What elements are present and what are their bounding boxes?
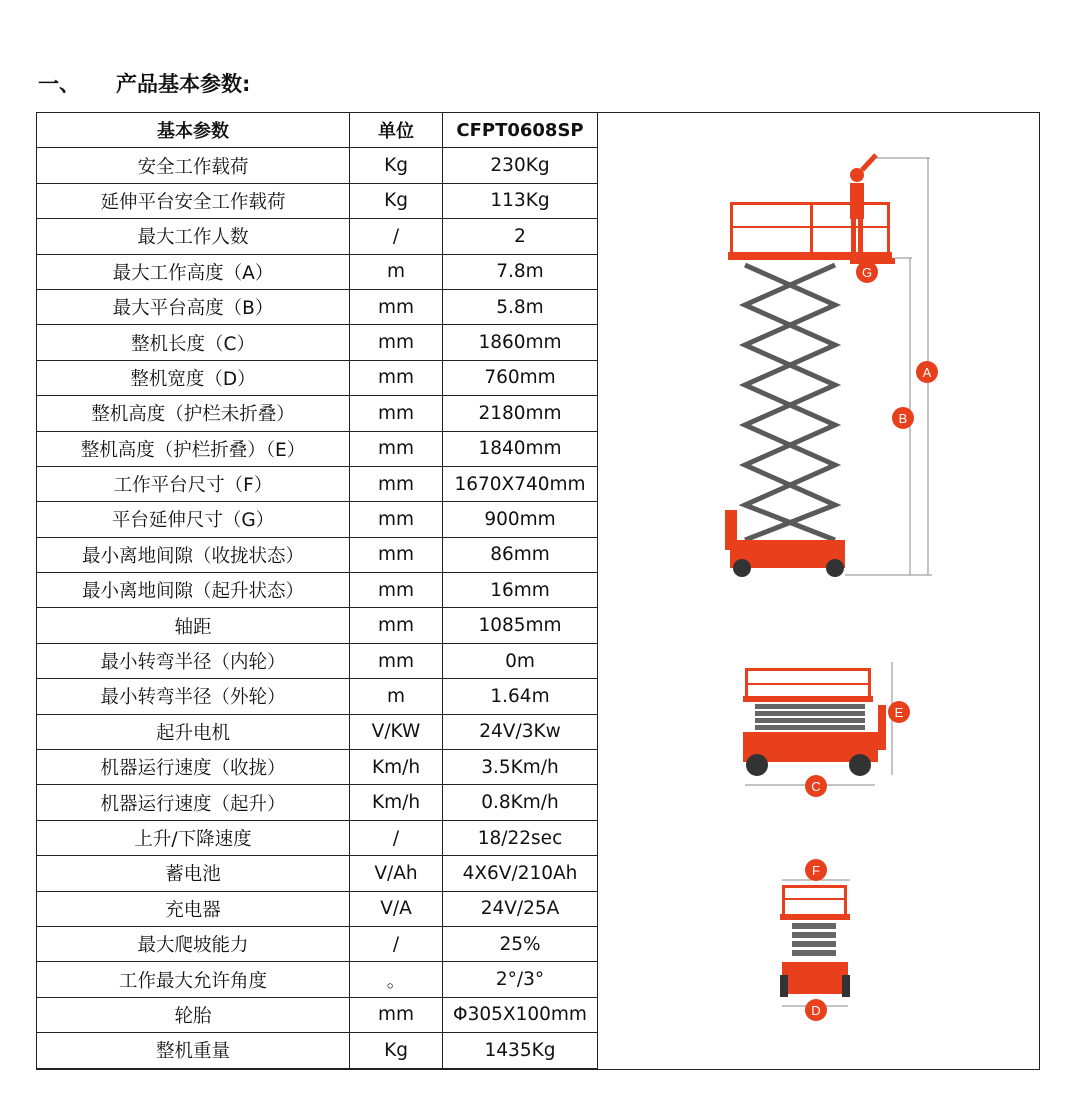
header-parameter: 基本参数	[37, 113, 350, 148]
table-row	[37, 856, 598, 891]
header-unit: 单位	[350, 113, 443, 148]
cell-unit: Km/h	[350, 785, 443, 820]
table-row	[37, 431, 598, 466]
scissor-lift-diagram	[700, 140, 1000, 1040]
cell-unit: mm	[350, 643, 443, 678]
cell-parameter: 整机长度（C）	[37, 325, 350, 360]
cell-unit: V/KW	[350, 714, 443, 749]
spec-table	[36, 112, 598, 1069]
table-row	[37, 537, 598, 572]
cell-parameter: 整机重量	[37, 1033, 350, 1068]
cell-parameter: 轮胎	[37, 997, 350, 1032]
cell-value: 0m	[443, 643, 598, 678]
table-row	[37, 289, 598, 324]
cell-unit: 。	[350, 962, 443, 997]
cell-parameter: 整机高度（护栏未折叠）	[37, 396, 350, 431]
scissor-arms	[745, 265, 835, 540]
table-row	[37, 1033, 598, 1068]
cell-value: 760mm	[443, 360, 598, 395]
table-row	[37, 183, 598, 218]
section-heading	[38, 68, 250, 98]
cell-unit: /	[350, 219, 443, 254]
table-row	[37, 254, 598, 289]
lift-front-view	[780, 859, 850, 1021]
cell-unit: V/A	[350, 891, 443, 926]
cell-parameter: 最小离地间隙（收拢状态）	[37, 537, 350, 572]
table-row	[37, 148, 598, 183]
cell-parameter: 整机高度（护栏折叠）（E）	[37, 431, 350, 466]
cell-parameter: 安全工作载荷	[37, 148, 350, 183]
cell-parameter: 延伸平台安全工作载荷	[37, 183, 350, 218]
cell-unit: Km/h	[350, 750, 443, 785]
cell-unit: V/Ah	[350, 856, 443, 891]
cell-unit: mm	[350, 431, 443, 466]
cell-parameter: 最小转弯半径（外轮）	[37, 679, 350, 714]
cell-unit: mm	[350, 396, 443, 431]
stowed-scissor-pack	[755, 704, 865, 730]
cell-value: 3.5Km/h	[443, 750, 598, 785]
cell-parameter: 工作平台尺寸（F）	[37, 466, 350, 501]
cell-value: 24V/25A	[443, 891, 598, 926]
cell-unit: mm	[350, 537, 443, 572]
cell-value: 7.8m	[443, 254, 598, 289]
cell-parameter: 最大工作高度（A）	[37, 254, 350, 289]
table-row	[37, 962, 598, 997]
cell-unit: Kg	[350, 183, 443, 218]
cell-parameter: 整机宽度（D）	[37, 360, 350, 395]
marker-e-label: E	[894, 705, 904, 720]
table-row	[37, 573, 598, 608]
cell-value: 2180mm	[443, 396, 598, 431]
cell-value: 1435Kg	[443, 1033, 598, 1068]
cell-value: 25%	[443, 926, 598, 961]
cell-parameter: 轴距	[37, 608, 350, 643]
worker-body	[850, 183, 864, 219]
header-model: CFPT0608SP	[443, 113, 598, 148]
cell-value: 1860mm	[443, 325, 598, 360]
worker-head-icon	[850, 168, 864, 182]
wheel-icon	[780, 975, 788, 997]
cell-value: 230Kg	[443, 148, 598, 183]
table-row	[37, 360, 598, 395]
wheel-icon	[849, 754, 871, 776]
cell-unit: Kg	[350, 1033, 443, 1068]
cell-value: 1.64m	[443, 679, 598, 714]
table-row	[37, 714, 598, 749]
cell-value: 4X6V/210Ah	[443, 856, 598, 891]
cell-value: 18/22sec	[443, 820, 598, 855]
table-row	[37, 997, 598, 1032]
worker-arm	[862, 155, 876, 170]
cell-unit: m	[350, 254, 443, 289]
stowed-lift-side-view	[743, 662, 910, 797]
cell-unit: mm	[350, 325, 443, 360]
raised-lift-side-view	[725, 155, 938, 577]
cell-value: 86mm	[443, 537, 598, 572]
table-row	[37, 679, 598, 714]
cell-value: 5.8m	[443, 289, 598, 324]
table-row	[37, 466, 598, 501]
wheel-icon	[842, 975, 850, 997]
cell-unit: mm	[350, 360, 443, 395]
cell-parameter: 最大爬坡能力	[37, 926, 350, 961]
cell-parameter: 最小离地间隙（起升状态）	[37, 573, 350, 608]
marker-f-label: F	[812, 863, 820, 878]
cell-value: 1085mm	[443, 608, 598, 643]
table-row	[37, 750, 598, 785]
cell-value: 2°/3°	[443, 962, 598, 997]
cell-parameter: 蓄电池	[37, 856, 350, 891]
cell-value: 900mm	[443, 502, 598, 537]
cell-parameter: 平台延伸尺寸（G）	[37, 502, 350, 537]
table-row	[37, 608, 598, 643]
front-scissor-pack	[792, 923, 836, 956]
cell-parameter: 充电器	[37, 891, 350, 926]
cell-unit: Kg	[350, 148, 443, 183]
cell-value: 1670X740mm	[443, 466, 598, 501]
cell-unit: mm	[350, 573, 443, 608]
wheel-icon	[733, 559, 751, 577]
marker-a-label: A	[922, 365, 932, 380]
cell-unit: mm	[350, 997, 443, 1032]
marker-b-label: B	[898, 411, 908, 426]
cell-value: 113Kg	[443, 183, 598, 218]
wheel-icon	[746, 754, 768, 776]
cell-unit: /	[350, 926, 443, 961]
table-row	[37, 396, 598, 431]
cell-parameter: 上升/下降速度	[37, 820, 350, 855]
cell-parameter: 最大平台高度（B）	[37, 289, 350, 324]
cell-value: 24V/3Kw	[443, 714, 598, 749]
wheel-icon	[826, 559, 844, 577]
cell-parameter: 起升电机	[37, 714, 350, 749]
cell-unit: /	[350, 820, 443, 855]
cell-value: 16mm	[443, 573, 598, 608]
cell-parameter: 工作最大允许角度	[37, 962, 350, 997]
table-row	[37, 785, 598, 820]
cell-parameter: 最大工作人数	[37, 219, 350, 254]
marker-c-label: C	[811, 779, 821, 794]
table-row	[37, 643, 598, 678]
table-row	[37, 325, 598, 360]
table-row	[37, 502, 598, 537]
table-row	[37, 926, 598, 961]
marker-d-label: D	[811, 1003, 821, 1018]
cell-unit: mm	[350, 289, 443, 324]
table-header-row	[37, 113, 598, 148]
table-row	[37, 820, 598, 855]
cell-value: 0.8Km/h	[443, 785, 598, 820]
cell-value: 1840mm	[443, 431, 598, 466]
cell-unit: m	[350, 679, 443, 714]
table-row	[37, 219, 598, 254]
table-row	[37, 891, 598, 926]
marker-g-label: G	[861, 265, 873, 280]
cell-unit: mm	[350, 466, 443, 501]
cell-unit: mm	[350, 502, 443, 537]
cell-unit: mm	[350, 608, 443, 643]
cell-parameter: 最小转弯半径（内轮）	[37, 643, 350, 678]
cell-parameter: 机器运行速度（起升）	[37, 785, 350, 820]
section-title: 产品基本参数:	[116, 72, 251, 96]
cell-parameter: 机器运行速度（收拢）	[37, 750, 350, 785]
section-number: 一、	[38, 72, 80, 96]
cell-value: Φ305X100mm	[443, 997, 598, 1032]
cell-value: 2	[443, 219, 598, 254]
